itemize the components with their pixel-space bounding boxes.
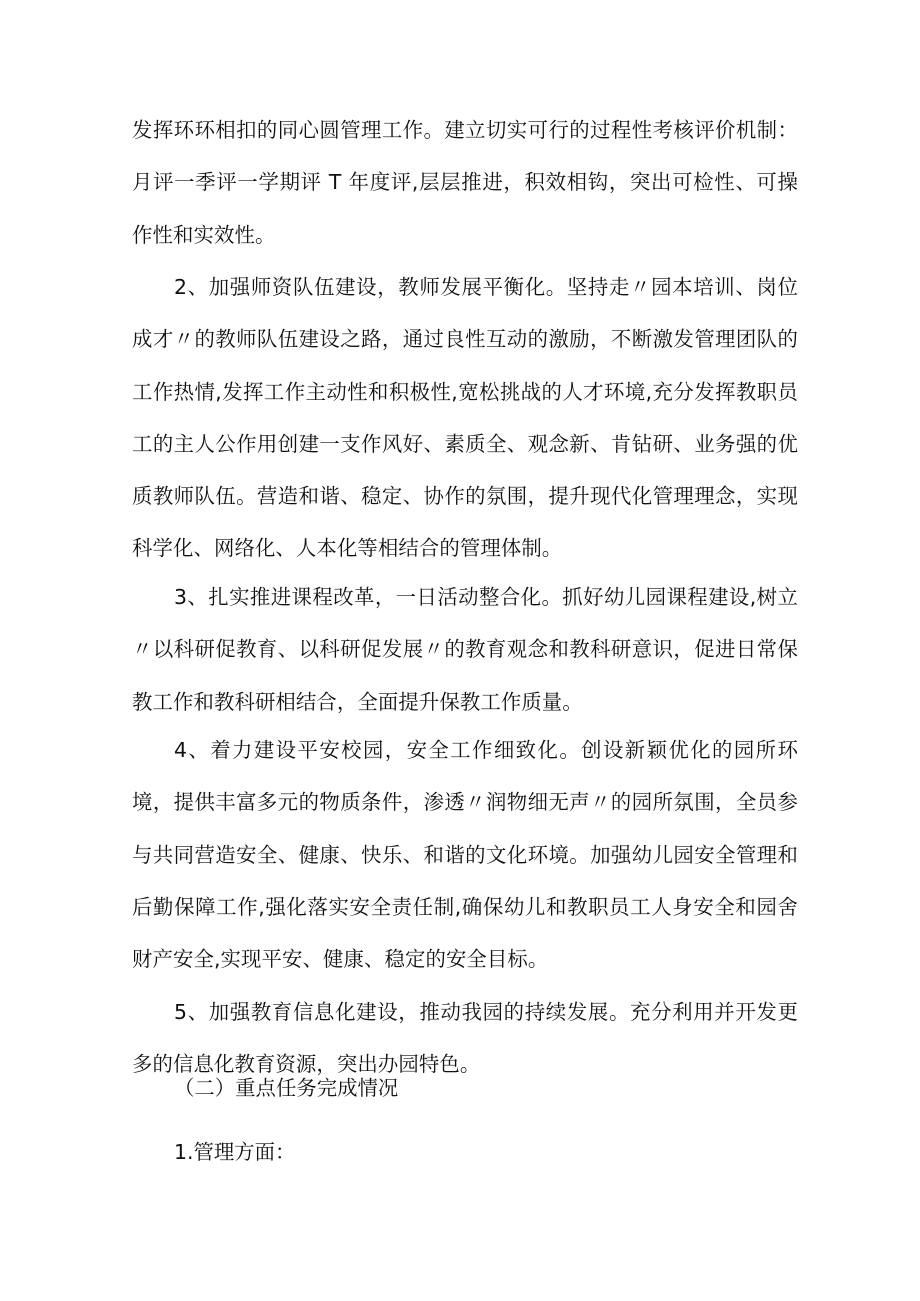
- paragraph-campus-safety: 4、着力建设平安校园，安全工作细致化。创设新颖优化的园所环境，提供丰富多元的物质条件，渗透〃润物细无声〃的园所氛围，全员参与共同营造安全、健康、快乐、和谐的文化环境。加强幼儿园安全管理和后勤保障工作,强化落实安全责任制,确保幼儿和教职员工人身安全和园舍财产安全,实现平安、健康、稳定的安全目标。: [132, 738, 798, 972]
- paragraph-process-evaluation: 发挥环环相扣的同心圆管理工作。建立切实可行的过程性考核评价机制：月评一季评一学期评 T 年度评,层层推进，积效相钩，突出可检性、可操作性和实效性。: [132, 118, 798, 247]
- paragraph-curriculum-reform: 3、扎实推进课程改革，一日活动整合化。抓好幼儿园课程建设,树立〃以科研促教育、以科研促发展〃的教育观念和教科研意识，促进日常保教工作和教科研相结合，全面提升保教工作质量。: [132, 585, 798, 714]
- paragraph-teacher-team: 2、加强师资队伍建设，教师发展平衡化。坚持走〃园本培训、岗位成才〃的教师队伍建设之路，通过良性互动的激励，不断激发管理团队的工作热情,发挥工作主动性和积极性,宽松挑战的人才环境,充分发挥教职员工的主人公作用创建一支作风好、素质全、观念新、肯钻研、业务强的优质教师队伍。营造和谐、稳定、协作的氛围，提升现代化管理理念，实现科学化、网络化、人本化等相结合的管理体制。: [132, 275, 798, 561]
- section-heading: （二）重点任务完成情况: [174, 1076, 399, 1100]
- sub-heading-management: 1.管理方面：: [174, 1140, 296, 1164]
- paragraph-informatization: 5、加强教育信息化建设，推动我园的持续发展。充分利用并开发更多的信息化教育资源，突出办园特色。: [132, 1000, 798, 1077]
